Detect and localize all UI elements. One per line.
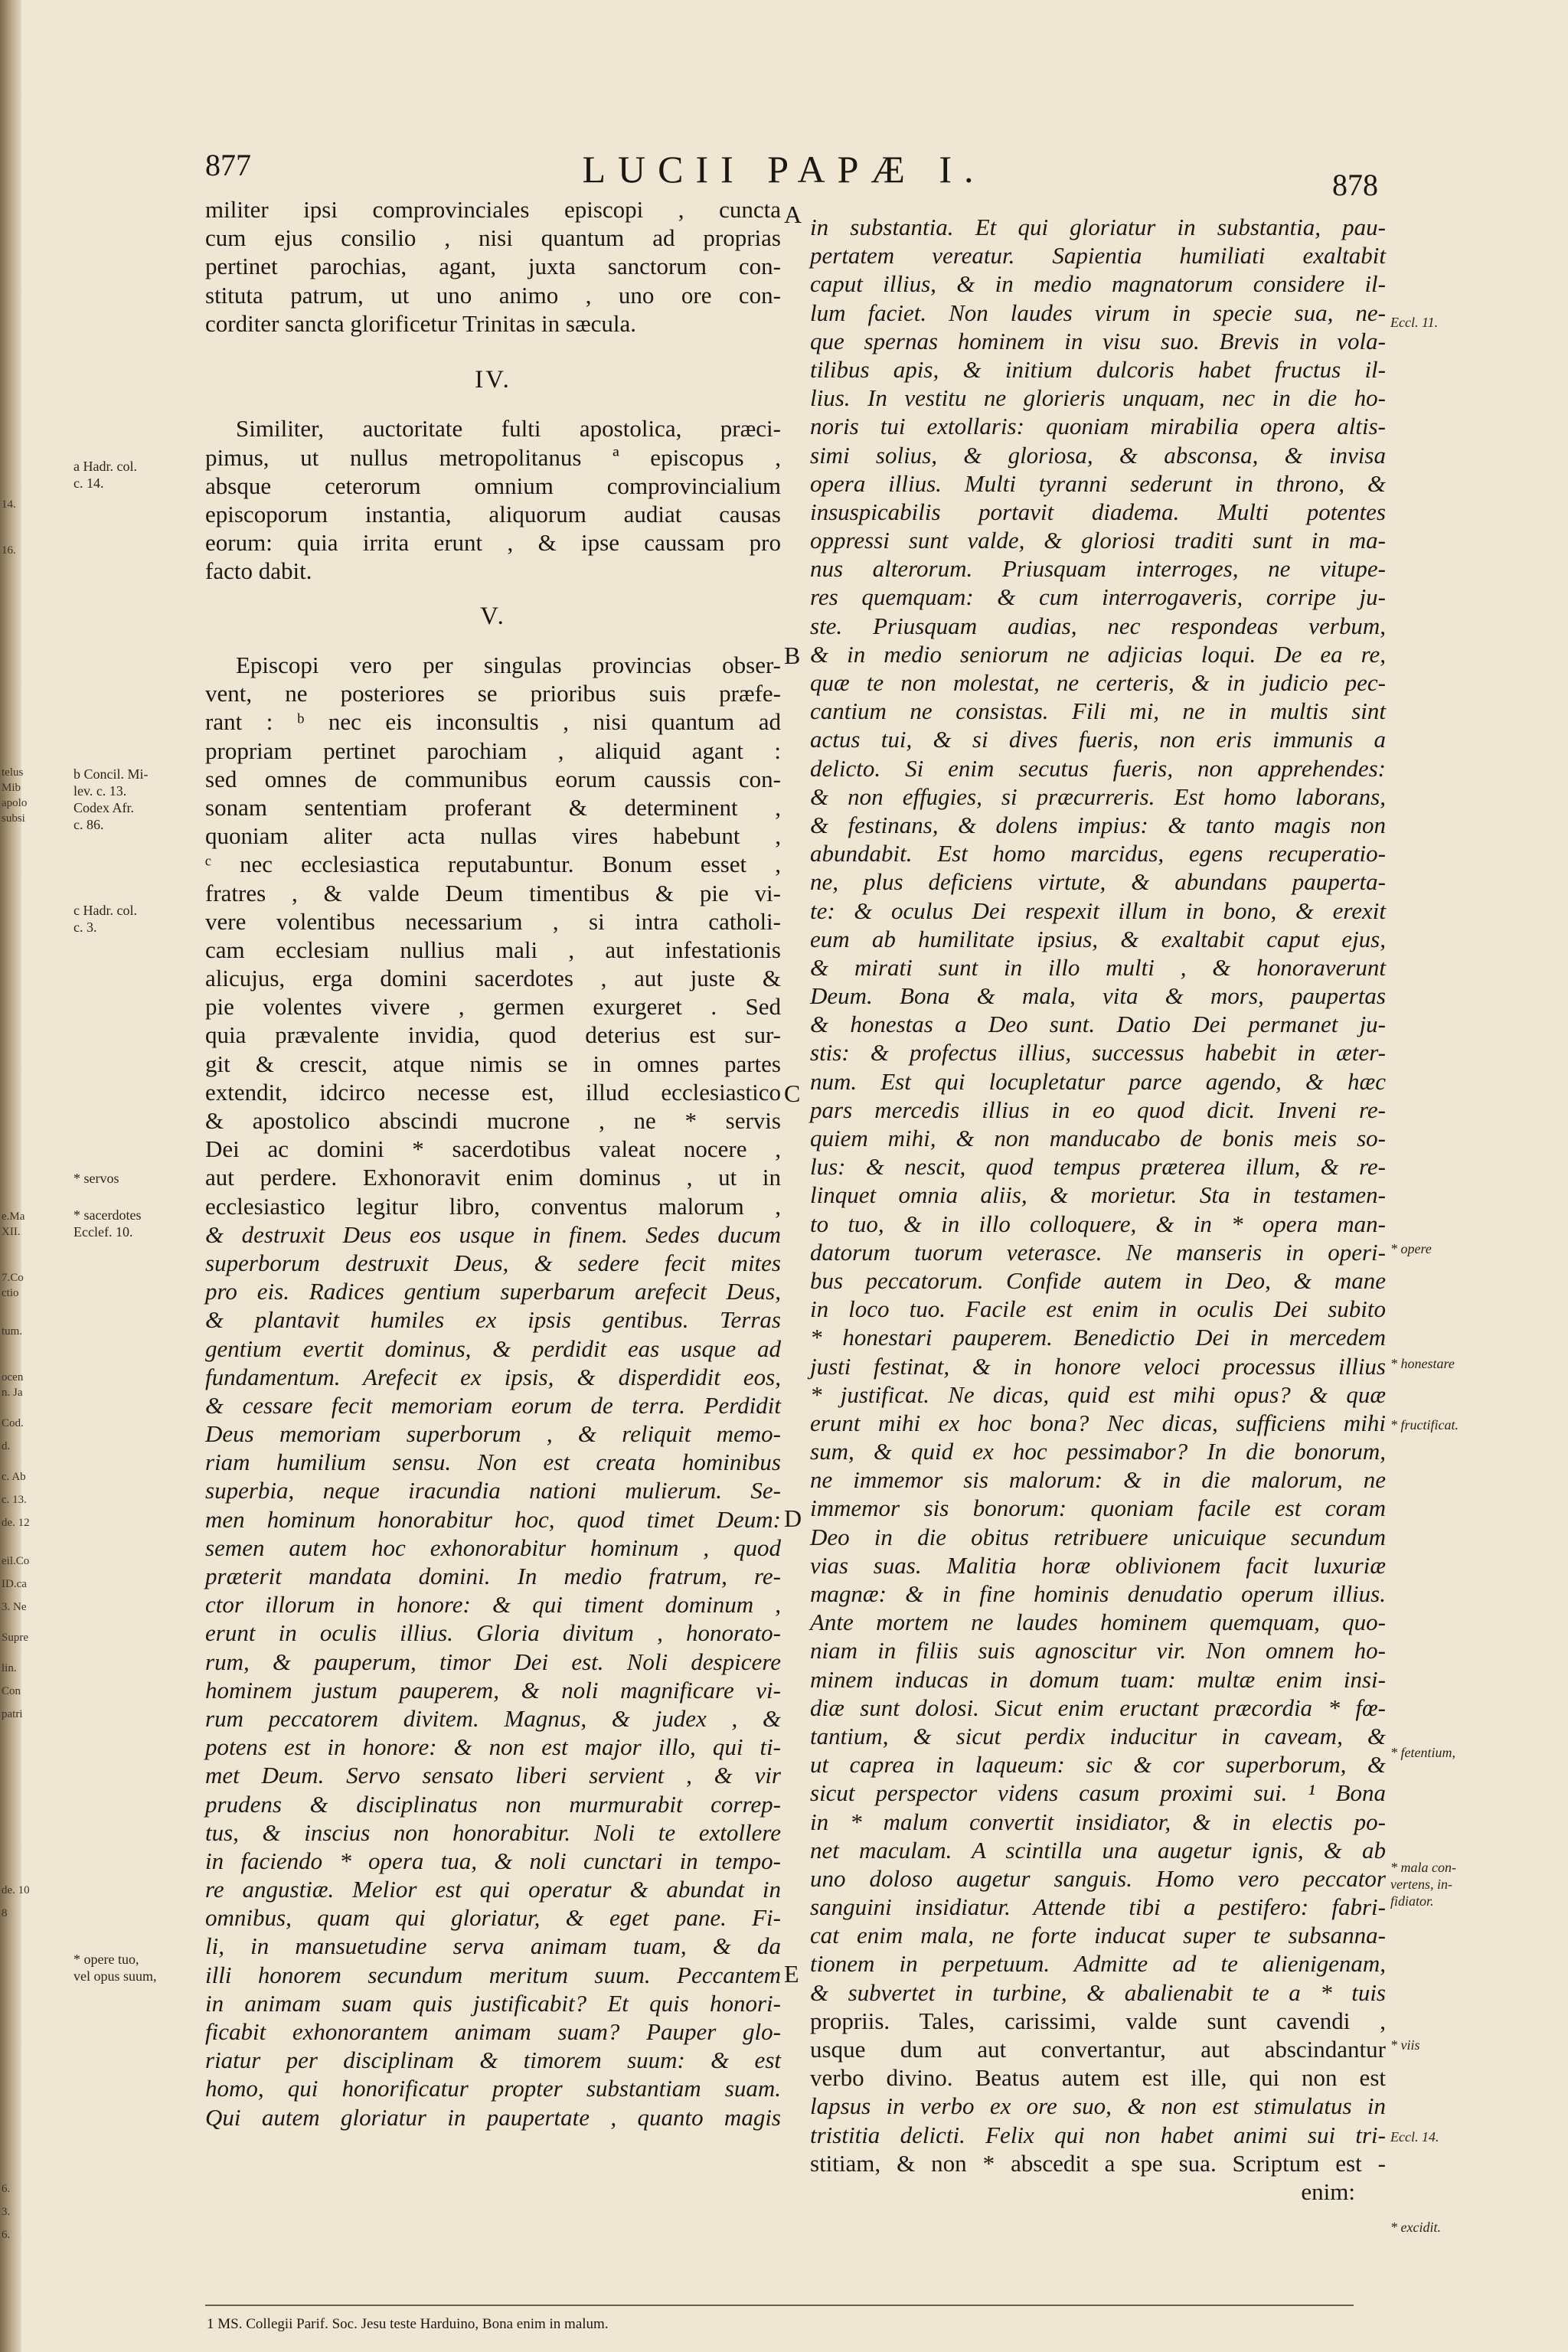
margin-note-line: Eccl. 14. xyxy=(1390,2129,1439,2145)
text-line xyxy=(205,585,781,602)
text-line: ne, plus deficiens virtute, & abundans pauperta- xyxy=(810,868,1386,896)
margin-note-mala xyxy=(1390,1859,1456,1909)
text-line: * honestari pauperem. Benedictio Dei in mercedem xyxy=(810,1324,1386,1351)
text-line: noris tui extollaris: quoniam mirabilia opera altis- xyxy=(810,413,1386,440)
text-line: rum, & pauperum, timor Dei est. Noli despicere xyxy=(205,1648,781,1675)
margin-note-line: * fructificat. xyxy=(1390,1417,1459,1432)
text-line: te: & oculus Dei respexit illum in bono, & erexit xyxy=(810,897,1386,924)
margin-note-excidit xyxy=(1390,2219,1441,2236)
margin-note-line: Ecclef. 10. xyxy=(74,1224,133,1240)
gutter-fragment: 6. xyxy=(2,2229,11,2241)
margin-note-line: c. 86. xyxy=(74,817,104,832)
text-line: ne immemor sis malorum: & in die malorum, ne xyxy=(810,1466,1386,1494)
text-line: que spernas hominem in visu suo. Brevis in vola- xyxy=(810,327,1386,354)
gutter-fragment: 14. xyxy=(2,498,16,511)
text-line: quiem mihi, & non manducabo de bonis meis so- xyxy=(810,1125,1386,1152)
gutter-fragment: Mib xyxy=(2,782,21,794)
margin-note-honestare xyxy=(1390,1355,1455,1372)
gutter-fragment: subsi xyxy=(2,812,25,825)
text-line: in faciendo * opera tua, & noli cunctari in tempo- xyxy=(205,1847,781,1874)
text-line: stituta patrum, ut uno animo , uno ore con- xyxy=(205,281,781,309)
gutter-fragment: c. 13. xyxy=(2,1494,27,1506)
text-line: abundabit. Est homo marcidus, egens recuperatio- xyxy=(810,840,1386,867)
text-line: præterit mandata domini. In medio fratrum, re- xyxy=(205,1563,781,1589)
text-line: Deum. Bona & mala, vita & mors, paupertas xyxy=(810,982,1386,1010)
text-line: cantium ne consistas. Fili mi, ne in multis sint xyxy=(810,697,1386,725)
text-line: superbia, neque iracundia nationi mulierum. Se- xyxy=(205,1477,781,1504)
margin-note-line: * sacerdotes xyxy=(74,1207,142,1223)
margin-note-line: * honestare xyxy=(1390,1356,1455,1371)
text-line: Deo in die obitus retribuere unicuique secundum xyxy=(810,1523,1386,1550)
text-line: ctor illorum in honore: & qui timent dominum , xyxy=(205,1591,781,1619)
text-line: riatur per disciplinam & timorem suum: & est xyxy=(205,2047,781,2074)
text-line: opera illius. Multi tyranni sederunt in throno, & xyxy=(810,469,1386,497)
text-line: li, in mansuetudine serva animam tuam, & da xyxy=(205,1932,781,1960)
text-line: tilibus apis, & initium dulcoris habet fructus il- xyxy=(810,355,1386,383)
text-line: & mirati sunt in illo multi , & honoraverunt xyxy=(810,953,1386,981)
text-line: re angustiæ. Melior est qui operatur & abundat in xyxy=(205,1876,781,1903)
text-line: delicto. Si enim secutus fueris, non apprehendes: xyxy=(810,754,1386,782)
text-line: num. Est qui locupletatur parce agendo, & hæc xyxy=(810,1067,1386,1095)
text-line: pie volentes vivere , germen exurgeret . Sed xyxy=(205,993,781,1021)
text-line: immemor sis bonorum: quoniam facile est coram xyxy=(810,1494,1386,1522)
gutter-fragment: 16. xyxy=(2,544,16,557)
gutter-fragment: Con xyxy=(2,1685,21,1697)
text-line: potens est in honore: & non est major illo, qui ti- xyxy=(205,1733,781,1761)
section-letter: E xyxy=(784,1960,799,1988)
text-line: stis: & profectus illius, successus habebit in æter- xyxy=(810,1039,1386,1067)
text-line: & festinans, & dolens impius: & tanto magis non xyxy=(810,811,1386,838)
text-line: facto dabit. xyxy=(205,557,312,585)
gutter-fragment: telus xyxy=(2,766,24,779)
text-line: alicujus, erga domini sacerdotes , aut juste & xyxy=(205,965,781,992)
text-line: datorum tuorum veterasce. Ne manseris in operi- xyxy=(810,1238,1386,1266)
text-line: ut caprea in laqueum: sic & cor superborum, & xyxy=(810,1751,1386,1779)
text-line: tristitia delicti. Felix qui non habet animi sui tri- xyxy=(810,2121,1386,2148)
text-line: quoniam aliter acta nullas vires habebunt , xyxy=(205,822,781,850)
gutter-fragment: n. Ja xyxy=(2,1387,23,1399)
margin-note-sacerdotes xyxy=(74,1207,141,1240)
margin-note-opere xyxy=(74,1951,157,1984)
book-gutter xyxy=(0,0,30,2352)
text-line: tionem in perpetuum. Admitte ad te alienigenam, xyxy=(810,1950,1386,1978)
margin-note-line: a Hadr. col. xyxy=(74,459,137,474)
text-line: in * malum convertit insidiator, & in electis po- xyxy=(810,1808,1386,1835)
text-line: omnibus, quam qui gloriatur, & eget pane. Fi- xyxy=(205,1904,781,1932)
text-line: sanguini insidiatur. Attende tibi a pestifero: fabri- xyxy=(810,1893,1386,1921)
gutter-fragment: d. xyxy=(2,1440,11,1452)
text-line: superborum destruxit Deus, & sedere fecit mites xyxy=(205,1249,781,1276)
margin-note-line: fidiator. xyxy=(1390,1893,1434,1909)
gutter-fragment: tum. xyxy=(2,1325,23,1338)
text-line: propriis. Tales, carissimi, valde sunt cavendi , xyxy=(810,2007,1386,2034)
text-line: & non effugies, si præcurreris. Est homo laborans, xyxy=(810,782,1386,810)
text-line: fundamentum. Arefecit ex ipsis, & disperdidit eos, xyxy=(205,1363,781,1390)
footnote-rule xyxy=(205,2305,1354,2306)
text-line: sed omnes de communibus eorum caussis con- xyxy=(205,765,781,792)
gutter-fragment: ocen xyxy=(2,1371,24,1383)
text-line: pars mercedis illius in eo quod dicit. Inveni re- xyxy=(810,1096,1386,1123)
text-line: bus peccatorum. Confide autem in Deo, & mane xyxy=(810,1266,1386,1294)
text-line: rant : ᵇ nec eis inconsultis , nisi quantum ad xyxy=(205,708,781,736)
text-line: & cessare fecit memoriam eorum de terra. Perdidit xyxy=(205,1391,781,1419)
margin-note-line: c Hadr. col. xyxy=(74,903,137,918)
margin-note-line: c. 3. xyxy=(74,920,97,935)
text-line: Episcopi vero per singulas provincias obser- xyxy=(236,652,781,678)
gutter-fragment: c. Ab xyxy=(2,1471,26,1483)
gutter-fragment: apolo xyxy=(2,797,28,809)
gutter-fragment: de. 12 xyxy=(2,1517,30,1529)
margin-note-line: vel opus suum, xyxy=(74,1968,157,1984)
section-letter: A xyxy=(784,201,802,228)
text-line: sum, & quid ex hoc pessimabor? In die bonorum, xyxy=(810,1438,1386,1465)
text-line: prudens & disciplinatus non murmurabit correp- xyxy=(205,1790,781,1818)
margin-note-line: * excidit. xyxy=(1390,2220,1441,2235)
text-line: pertatem vereatur. Sapientia humiliati exaltabit xyxy=(810,242,1386,270)
gutter-fragment: ctio xyxy=(2,1287,19,1299)
text-line: erunt mihi ex hoc bona? Nec dicas, sufficiens mihi xyxy=(810,1409,1386,1436)
margin-note-a xyxy=(74,458,137,492)
text-line: magnæ: & in fine hominis denudatio operum illius. xyxy=(810,1580,1386,1607)
margin-note-line: * opere tuo, xyxy=(74,1952,139,1967)
text-line: ste. Priusquam audias, nec respondeas verbum, xyxy=(810,612,1386,639)
text-line: minem inducas in domum tuam: multæ enim insi- xyxy=(810,1665,1386,1693)
text-line: homo, qui honorificatur propter substantiam suam. xyxy=(205,2075,781,2102)
text-line: caput illius, & in medio magnatorum considere il- xyxy=(810,270,1386,298)
text-line xyxy=(205,338,781,366)
text-line: corditer sancta glorificetur Trinitas in sæcula. xyxy=(205,309,637,337)
margin-note-line: b Concil. Mi- xyxy=(74,766,149,782)
text-line: Ante mortem ne laudes hominem quemquam, quo- xyxy=(810,1609,1386,1636)
text-line: linquet omnia aliis, & morietur. Sta in testamen- xyxy=(810,1181,1386,1209)
margin-note-viis xyxy=(1390,2037,1420,2053)
text-line: in substantia. Et qui gloriatur in substantia, pau- xyxy=(810,214,1386,240)
margin-note-opere xyxy=(1390,1240,1432,1257)
text-line: enim: xyxy=(1301,2177,1355,2205)
section-letter: C xyxy=(784,1080,801,1107)
text-line: lapsus in verbo ex ore suo, & non est stimulatus in xyxy=(810,2092,1386,2120)
gutter-fragment: 3. xyxy=(2,2206,11,2218)
text-line: & in medio seniorum ne adjicias loqui. De ea re, xyxy=(810,640,1386,668)
gutter-fragment: de. 10 xyxy=(2,1884,30,1896)
gutter-fragment: Cod. xyxy=(2,1417,24,1429)
gutter-fragment: eil.Co xyxy=(2,1555,30,1567)
text-line: sonam sententiam proferant & determinent , xyxy=(205,793,781,821)
text-line: net maculam. A scintilla una augetur ignis, & ab xyxy=(810,1836,1386,1864)
text-line: verbo divino. Beatus autem est ille, qui non est xyxy=(810,2064,1386,2092)
gutter-fragment: 6. xyxy=(2,2183,11,2195)
gutter-fragment: ID.ca xyxy=(2,1578,27,1590)
page-number-right: 878 xyxy=(1332,168,1378,202)
margin-note-b xyxy=(74,766,149,833)
text-line: justi festinat, & in honore veloci processus illius xyxy=(810,1352,1386,1380)
gutter-fragment: e.Ma xyxy=(2,1210,25,1223)
text-line: sicut perspector videns casum proximi sui. ¹ Bona xyxy=(810,1779,1386,1807)
margin-note-line: Eccl. 11. xyxy=(1390,315,1439,330)
text-line: pimus, ut nullus metropolitanus ª episcopus , xyxy=(205,443,781,471)
margin-note-line: * mala con- xyxy=(1390,1860,1456,1875)
text-line: extendit, idcirco necesse est, illud ecclesiastico xyxy=(205,1078,781,1106)
text-line: & plantavit humiles ex ipsis gentibus. Terras xyxy=(205,1306,781,1334)
text-line: lum faciet. Non laudes virum in specie sua, ne- xyxy=(810,299,1386,326)
text-line: riam humilium sensu. Non est creata hominibus xyxy=(205,1449,781,1476)
text-line: aut perdere. Exhonoravit enim dominus , ut in xyxy=(205,1164,781,1191)
text-line: Qui autem gloriatur in paupertate , quanto magis xyxy=(205,2103,781,2131)
text-line: niam in filiis suis agnoscitur vir. Non omnem ho- xyxy=(810,1637,1386,1664)
text-line: res quemquam: & cum interrogaveris, corripe ju- xyxy=(810,583,1386,611)
text-line: Deus memoriam superborum , & reliquit memo- xyxy=(205,1420,781,1448)
text-line: & subvertet in turbine, & abalienabit te a * tuis xyxy=(810,1978,1386,2006)
gutter-fragment: 8 xyxy=(2,1907,8,1919)
text-line: tus, & inscius non honorabitur. Noli te extollere xyxy=(205,1818,781,1846)
text-line: usque dum aut convertantur, aut abscindantur xyxy=(810,2036,1386,2063)
text-line: simi solius, & gloriosa, & absconsa, & invisa xyxy=(810,441,1386,469)
text-line: semen autem hoc exhonorabitur hominum , quod xyxy=(205,1534,781,1561)
text-line: propriam pertinet parochiam , aliquid agant : xyxy=(205,737,781,764)
gutter-fragment: patri xyxy=(2,1708,23,1720)
margin-note-fructificat xyxy=(1390,1416,1459,1433)
margin-note-eccl14 xyxy=(1390,2128,1439,2145)
text-line: & destruxit Deus eos usque in finem. Sedes ducum xyxy=(205,1220,781,1248)
text-line: met Deum. Servo sensato liberi servient , & vir xyxy=(205,1762,781,1789)
text-line: oppressi sunt valde, & gloriosi traditi sunt in ma- xyxy=(810,527,1386,554)
left-text-column xyxy=(205,195,781,2132)
text-line: actus tui, & si dives fueris, non eris immunis a xyxy=(810,726,1386,753)
text-line: Dei ac domini * sacerdotibus valeat nocere , xyxy=(205,1135,781,1163)
text-line xyxy=(205,631,781,651)
text-line: ficabit exhonorantem animam suam? Pauper glo- xyxy=(205,2018,781,2045)
gutter-fragment: Supre xyxy=(2,1632,28,1644)
text-line: tantium, & sicut perdix inducitur in caveam, & xyxy=(810,1722,1386,1749)
margin-note-eccl11 xyxy=(1390,314,1438,331)
margin-note-line: * servos xyxy=(74,1171,119,1186)
text-line: git & crescit, atque nimis se in omnes partes xyxy=(205,1050,781,1077)
text-line xyxy=(205,394,781,414)
margin-note-servos xyxy=(74,1170,119,1187)
text-line: cat enim mala, ne forte inducat super te subsanna- xyxy=(810,1922,1386,1949)
text-line: quæ te non molestat, ne certeris, & in judicio pec- xyxy=(810,669,1386,696)
gutter-fragment: 3. Ne xyxy=(2,1601,27,1613)
text-line: pertinet parochias, agant, juxta sanctorum con- xyxy=(205,253,781,280)
text-line: gentium evertit dominus, & perdidit eas usque ad xyxy=(205,1334,781,1362)
text-line: ecclesiastico legitur libro, conventus malorum , xyxy=(205,1192,781,1220)
text-line: episcoporum instantia, aliquorum audiat causas xyxy=(205,500,781,528)
text-line: lus: & nescit, quod tempus præterea illum, & re- xyxy=(810,1153,1386,1181)
right-text-column xyxy=(810,213,1386,2206)
text-line: insuspicabilis portavit diadema. Multi potentes xyxy=(810,498,1386,525)
text-line: diæ sunt dolosi. Sicut enim eructant præcordia * fœ- xyxy=(810,1694,1386,1721)
margin-note-line: * fetentium, xyxy=(1390,1745,1455,1760)
footnote: 1 MS. Collegii Parif. Soc. Jesu teste Harduino, Bona enim in malum. xyxy=(207,2316,609,2332)
text-line: illi honorem secundum meritum suum. Peccantem xyxy=(205,1961,781,1988)
text-line: & apostolico abscindi mucrone , ne * servis xyxy=(205,1107,781,1134)
text-line: lius. In vestitu ne glorieris unquam, nec in die ho- xyxy=(810,384,1386,412)
text-line: & honestas a Deo sunt. Datio Dei permanet ju- xyxy=(810,1011,1386,1038)
text-line: vias suas. Malitia horæ oblivionem facit luxuriæ xyxy=(810,1551,1386,1579)
text-line: absque ceterorum omnium comprovincialium xyxy=(205,472,781,499)
text-line: to tuo, & in illo colloquere, & in * opera man- xyxy=(810,1210,1386,1237)
text-line: vent, ne posteriores se prioribus suis præfe- xyxy=(205,680,781,707)
text-line: uno doloso augetur sanguis. Homo vero peccator xyxy=(810,1864,1386,1892)
section-letter: D xyxy=(784,1504,802,1532)
text-line: ᶜ nec ecclesiastica reputabuntur. Bonum esset , xyxy=(205,851,781,878)
text-line: rum peccatorem divitem. Magnus, & judex , & xyxy=(205,1704,781,1732)
text-line: erunt in oculis illius. Gloria divitum , honorato- xyxy=(205,1619,781,1647)
margin-note-line: Codex Afr. xyxy=(74,800,134,815)
text-line: eum ab humilitate ipsius, & exaltabit caput ejus, xyxy=(810,925,1386,952)
text-line: fratres , & valde Deum timentibus & pie vi- xyxy=(205,879,781,906)
margin-note-line: vertens, in- xyxy=(1390,1877,1452,1892)
text-line: eorum: quia irrita erunt , & ipse caussam pro xyxy=(205,529,781,557)
text-line: IV. xyxy=(475,366,511,394)
text-line: cum ejus consilio , nisi quantum ad proprias xyxy=(205,224,781,252)
text-line: in loco tuo. Facile est enim in oculis Dei subito xyxy=(810,1295,1386,1323)
margin-note-line: lev. c. 13. xyxy=(74,783,127,799)
text-line: vere volentibus necessarium , si intra catholi- xyxy=(205,907,781,935)
margin-note-line: * viis xyxy=(1390,2037,1420,2053)
text-line: men hominum honorabitur hoc, quod timet Deum: xyxy=(205,1505,781,1533)
text-line: stitiam, & non * abscedit a spe sua. Scriptum est - xyxy=(810,2149,1386,2177)
text-line: cam ecclesiam nullius mali , aut infestationis xyxy=(205,936,781,963)
text-line: in animam suam quis justificabit? Et quis honori- xyxy=(205,1989,781,2017)
margin-note-c xyxy=(74,902,137,936)
text-line: V. xyxy=(480,602,506,630)
section-letter: B xyxy=(784,642,801,669)
text-line: nus alterorum. Priusquam interroges, ne vitupe- xyxy=(810,555,1386,583)
text-line: pro eis. Radices gentium superbarum arefecit Deus, xyxy=(205,1278,781,1305)
margin-note-fetentium xyxy=(1390,1744,1455,1761)
page-number-left: 877 xyxy=(205,148,251,182)
margin-note-line: * opere xyxy=(1390,1241,1432,1256)
gutter-fragment: XII. xyxy=(2,1226,21,1238)
gutter-fragment: lin. xyxy=(2,1662,17,1674)
text-line: Similiter, auctoritate fulti apostolica, præci- xyxy=(236,415,781,443)
text-line: * justificat. Ne dicas, quid est mihi opus? & quæ xyxy=(810,1380,1386,1408)
running-title: LUCII PAPÆ I. xyxy=(582,148,986,191)
text-line: militer ipsi comprovinciales episcopi , cuncta xyxy=(205,196,781,223)
text-line: quia prævalente invidia, quod deterius est sur- xyxy=(205,1021,781,1049)
text-line: hominem justum pauperem, & noli magnificare vi- xyxy=(205,1676,781,1704)
margin-note-line: c. 14. xyxy=(74,475,104,491)
gutter-fragment: 7.Co xyxy=(2,1272,24,1284)
